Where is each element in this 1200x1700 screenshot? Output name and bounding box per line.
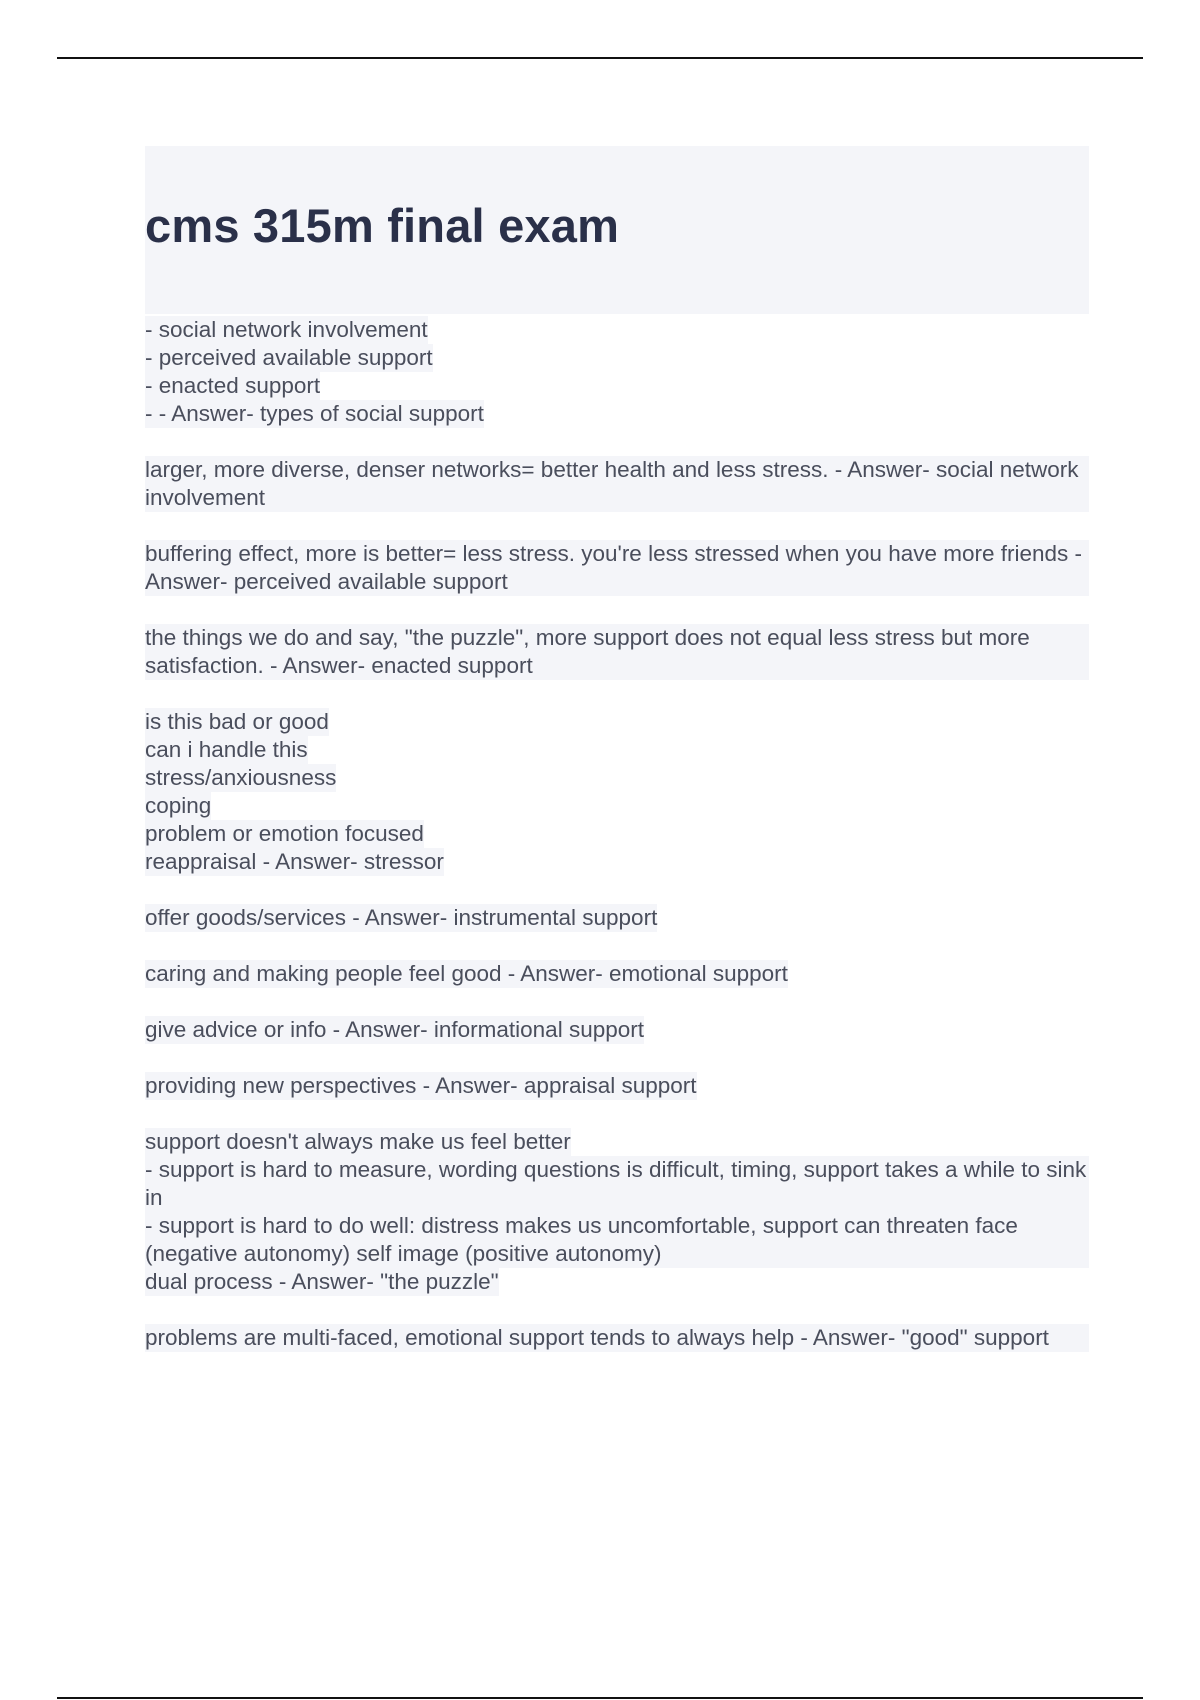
- card-line: - perceived available support: [145, 345, 433, 370]
- card-line: offer goods/services - Answer- instrumental support: [145, 905, 658, 930]
- flashcard: [145, 960, 1089, 988]
- flashcard: [145, 624, 1089, 680]
- flashcard-list: [145, 316, 1089, 1352]
- card-line: larger, more diverse, denser networks= better health and less stress. - Answer- social network involvement: [145, 456, 1089, 512]
- card-line: reappraisal - Answer- stressor: [145, 849, 444, 874]
- card-line: give advice or info - Answer- informational support: [145, 1017, 644, 1042]
- bottom-rule: [57, 1697, 1143, 1699]
- document-body: [145, 146, 1089, 1380]
- card-line: coping: [145, 793, 212, 818]
- flashcard: [145, 1016, 1089, 1044]
- card-line: can i handle this: [145, 737, 308, 762]
- flashcard: [145, 1128, 1089, 1296]
- title-band: [145, 146, 1089, 314]
- card-line: buffering effect, more is better= less stress. you're less stressed when you have more friends - Answer- perceived available support: [145, 540, 1089, 596]
- flashcard: [145, 904, 1089, 932]
- flashcard: [145, 1072, 1089, 1100]
- card-line: stress/anxiousness: [145, 765, 337, 790]
- flashcard: [145, 708, 1089, 876]
- flashcard: [145, 540, 1089, 596]
- card-line: is this bad or good: [145, 709, 329, 734]
- card-line: - social network involvement: [145, 317, 428, 342]
- card-line: - support is hard to measure, wording questions is difficult, timing, support takes a while to sink in: [145, 1156, 1089, 1212]
- top-rule: [57, 57, 1143, 59]
- flashcard: [145, 1324, 1089, 1352]
- card-line: - support is hard to do well: distress makes us uncomfortable, support can threaten face (negative autonomy) self image (positive autonomy): [145, 1212, 1089, 1268]
- card-line: - - Answer- types of social support: [145, 401, 484, 426]
- flashcard: [145, 456, 1089, 512]
- card-line: caring and making people feel good - Answer- emotional support: [145, 961, 788, 986]
- card-line: - enacted support: [145, 373, 321, 398]
- card-line: support doesn't always make us feel better: [145, 1129, 571, 1154]
- page-title: cms 315m final exam: [145, 199, 620, 252]
- card-line: the things we do and say, "the puzzle", more support does not equal less stress but more satisfaction. - Answer- enacted support: [145, 624, 1089, 680]
- card-line: providing new perspectives - Answer- appraisal support: [145, 1073, 697, 1098]
- card-line: problem or emotion focused: [145, 821, 424, 846]
- card-line: dual process - Answer- "the puzzle": [145, 1269, 499, 1294]
- flashcard: [145, 316, 1089, 428]
- card-line: problems are multi-faced, emotional support tends to always help - Answer- "good" support: [145, 1324, 1089, 1352]
